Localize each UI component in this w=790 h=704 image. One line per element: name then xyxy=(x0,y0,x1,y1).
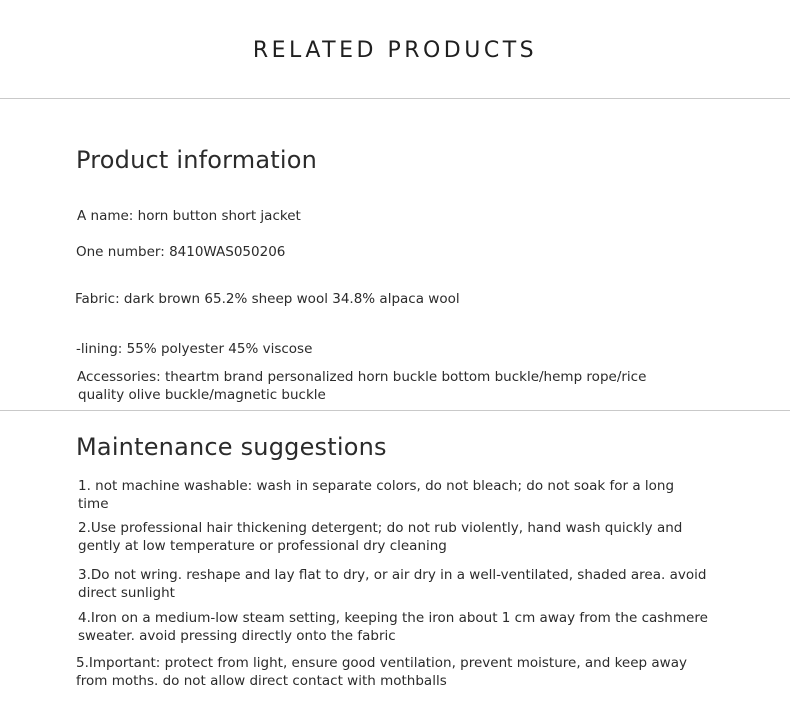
product-lining: -lining: 55% polyester 45% viscose xyxy=(76,341,313,357)
product-accessories-line-2: quality olive buckle/magnetic buckle xyxy=(78,387,326,403)
related-products-header xyxy=(0,0,790,99)
maintenance-tip-4: 4.Iron on a medium-low steam setting, keeping the iron about 1 cm away from the cashmere sweater. avoid pressing directly onto the fabric xyxy=(78,610,708,644)
maintenance-section xyxy=(0,411,790,704)
product-accessories-line-1: Accessories: theartm brand personalized horn buckle bottom buckle/hemp rope/rice xyxy=(77,369,647,385)
product-information-heading: Product information xyxy=(76,146,318,174)
maintenance-tip-3: 3.Do not wring. reshape and lay flat to dry, or air dry in a well-ventilated, shaded area. avoid direct sunlight xyxy=(78,567,707,601)
maintenance-tip-5: 5.Important: protect from light, ensure good ventilation, prevent moisture, and keep away from moths. do not allow direct contact with mothballs xyxy=(76,655,687,689)
product-name: A name: horn button short jacket xyxy=(77,208,301,224)
product-information-section xyxy=(0,98,790,411)
maintenance-tip-1: 1. not machine washable: wash in separate colors, do not bleach; do not soak for a long time xyxy=(78,478,675,512)
product-fabric: Fabric: dark brown 65.2% sheep wool 34.8% alpaca wool xyxy=(75,291,460,307)
maintenance-tip-2: 2.Use professional hair thickening detergent; do not rub violently, hand wash quickly and gently at low temperature or professional dry cleaning xyxy=(78,520,683,554)
product-number: One number: 8410WAS050206 xyxy=(76,244,286,260)
maintenance-heading: Maintenance suggestions xyxy=(76,433,387,461)
related-products-title: RELATED PRODUCTS xyxy=(252,38,538,63)
